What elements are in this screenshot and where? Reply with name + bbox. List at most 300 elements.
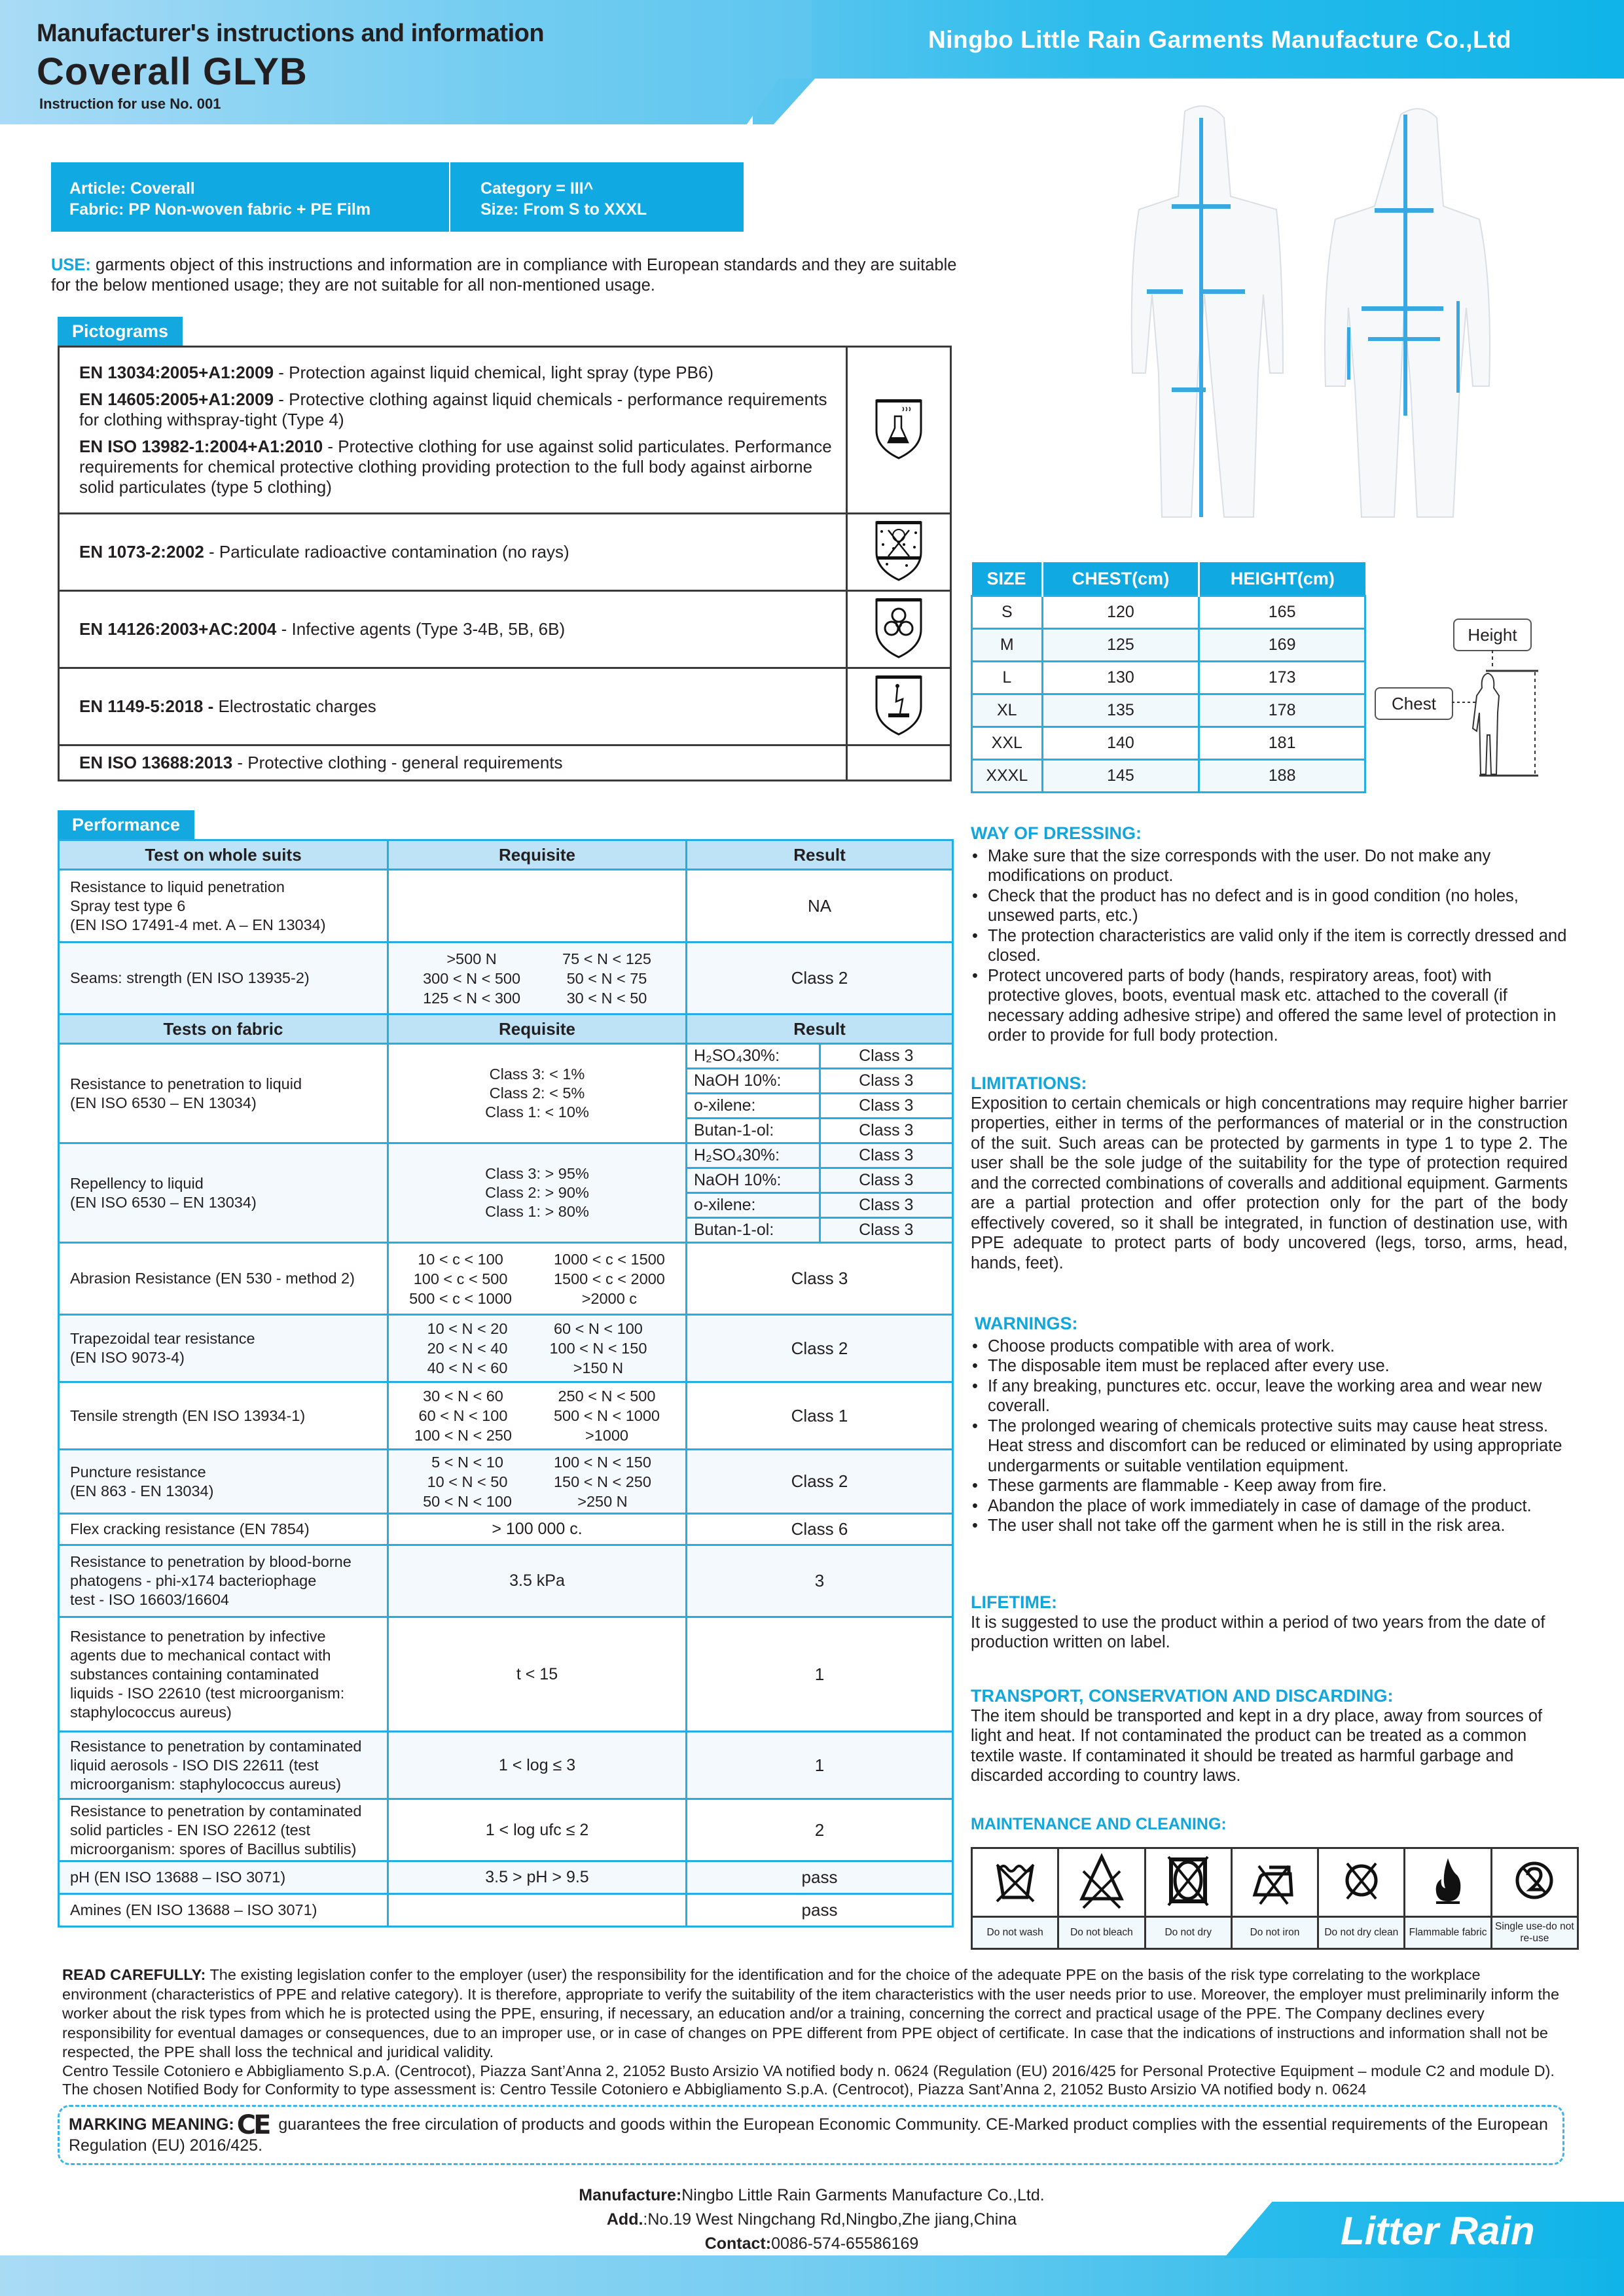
requisite-right-line: 75 < N < 125 <box>562 950 651 967</box>
care-symbols-table <box>971 1847 1579 1950</box>
performance-row <box>59 1450 953 1514</box>
care-label: Do not wash <box>972 1917 1058 1949</box>
chemical-row <box>687 1193 952 1218</box>
performance-row <box>59 1894 953 1927</box>
care-label: Do not dry <box>1145 1917 1231 1949</box>
requisite-left-line: 125 < N < 300 <box>423 989 521 1007</box>
care-icon-cell <box>1491 1848 1578 1917</box>
notified-body-line: The chosen Notified Body for Conformity to type assessment is: Centro Tessile Cotoniero e Abbigliamento S.p.A. (Centrocot), Piazza Sant’Anna 2, 21052 Busto Arsizio VA notified body n. 0624 <box>62 2081 1367 2098</box>
human-silhouette-icon <box>1447 650 1545 781</box>
read-carefully-label: READ CAREFULLY: <box>62 1966 206 1983</box>
requisite-left-line: 10 < N < 20 <box>427 1320 508 1337</box>
pictogram-standards <box>59 668 847 745</box>
way-of-dressing-section <box>971 823 1568 1046</box>
performance-row <box>59 1243 953 1315</box>
requisite-left <box>414 1386 512 1445</box>
requisite-left-line: 60 < N < 100 <box>418 1407 508 1424</box>
chemical-name: NaOH 10%: <box>687 1168 820 1193</box>
test-name-line: Resistance to penetration by infective <box>70 1627 326 1645</box>
performance-row <box>59 942 953 1014</box>
chest-header: CHEST(cm) <box>1042 562 1199 596</box>
chemical-class: Class 3 <box>820 1144 952 1168</box>
performance-row <box>59 1617 953 1732</box>
size-row <box>972 596 1365 629</box>
requisite <box>388 1315 687 1382</box>
requisite-left-line: 300 < N < 500 <box>423 969 521 987</box>
coverall-photo <box>1087 98 1558 550</box>
size-cell: XL <box>972 694 1043 727</box>
chemical-results <box>687 1143 953 1243</box>
size-cell: S <box>972 596 1043 629</box>
dressing-item: • The protection characteristics are valid only if the item is correctly dressed and closed. <box>971 926 1568 966</box>
chemical-class: Class 3 <box>820 1045 952 1069</box>
pictogram-standards <box>59 591 847 668</box>
requisite-line: Class 3: < 1% <box>489 1066 585 1083</box>
chemical-flask-shield-icon <box>874 397 924 459</box>
result: Class 6 <box>687 1514 953 1545</box>
test-name <box>59 1799 388 1861</box>
chemical-name: NaOH 10%: <box>687 1069 820 1094</box>
limitations-section <box>971 1073 1568 1273</box>
test-name-line: Trapezoidal tear resistance <box>70 1330 255 1347</box>
test-name <box>59 1514 388 1545</box>
test-name <box>70 1520 379 1539</box>
requisite: 1 < log ufc ≤ 2 <box>388 1799 687 1861</box>
test-name <box>70 1463 379 1501</box>
test-name-line: pH (EN ISO 13688 – ISO 3071) <box>70 1869 286 1886</box>
height-header: HEIGHT(cm) <box>1199 562 1365 596</box>
standard-desc: - Infective agents (Type 3-4B, 5B, 6B) <box>276 619 566 639</box>
radioactive-particulate-shield-icon <box>874 518 924 581</box>
read-carefully-text: The existing legislation confer to the employer (user) the responsibility for the identification and for the choice of the adequate PPE on the basis of the risk type correlating to the workplace environment (characteristics of PPE and relative category). It is therefore, appropriate to verify the suitability of the item characteristics with the user needs prior to use. Moreover, the employer must preliminarily inform the worker about the risk types from which he is protected using the PPE, ensuring, if necessary, an education and/or a training, concerning the correct and practical usage of the PPE. The Company declines every responsibility for eventual damages or consequences, due to an improper use, or in case of changes on PPE different from PPE object of certificate. In case that the indications of instructions and information shall not be respected, the PPE shall loss the technical and juridical validity. <box>62 1966 1560 2060</box>
coverall-back <box>1325 109 1490 517</box>
result: pass <box>687 1894 953 1927</box>
test-name <box>59 1315 388 1382</box>
notified-body <box>62 2062 1568 2098</box>
address-value: :No.19 West Ningchang Rd,Ningbo,Zhe jiang,China <box>643 2210 1017 2229</box>
test-name <box>70 1901 379 1920</box>
requisite-left-line: >500 N <box>446 950 497 967</box>
performance-row <box>59 1315 953 1382</box>
ce-mark-icon: CE <box>236 2110 269 2140</box>
requisite <box>388 1044 687 1143</box>
chest-cell: 130 <box>1042 662 1199 694</box>
warnings-section <box>971 1314 1568 1536</box>
requisite <box>389 1065 685 1122</box>
pictogram-standards <box>59 514 847 591</box>
biohazard-shield-icon <box>874 596 924 658</box>
requisite-left <box>409 1249 512 1308</box>
article-box <box>51 162 744 232</box>
test-name-line: agents due to mechanical contact with <box>70 1646 331 1664</box>
test-name-line: Tensile strength (EN ISO 13934-1) <box>70 1407 306 1424</box>
test-name <box>70 1737 379 1794</box>
notified-body-line: Centro Tessile Cotoniero e Abbigliamento S.p.A. (Centrocot), Piazza Sant’Anna 2, 21052 Busto Arsizio VA notified body n. 0624 (Regulation (EU) 2016/425 for Personal Protective Equipment – module C2 and module D). <box>62 2062 1555 2079</box>
requisite-right-line: 1000 < c < 1500 <box>553 1250 665 1268</box>
test-name-line: Resistance to penetration by contaminated <box>70 1737 362 1755</box>
standard-code: EN 1073-2:2002 <box>79 542 204 562</box>
use-statement <box>51 255 961 296</box>
chemical-results <box>687 1044 953 1143</box>
performance-header-cell: Requisite <box>388 1014 687 1044</box>
article-label: Article: Coverall <box>69 179 195 198</box>
performance-header-cell: Result <box>687 840 953 870</box>
test-name <box>59 1450 388 1514</box>
requisite-right <box>549 1319 647 1378</box>
test-name-line: (EN 863 - EN 13034) <box>70 1482 214 1499</box>
result: NA <box>687 870 953 942</box>
requisite-left-line: 20 < N < 40 <box>427 1340 508 1357</box>
pictogram-icon-cell <box>847 591 951 668</box>
test-name <box>59 1382 388 1450</box>
warning-item: • Abandon the place of work immediately in case of damage of the product. <box>971 1496 1568 1516</box>
result: 1 <box>687 1732 953 1799</box>
chemical-row <box>687 1045 952 1069</box>
pictogram-row <box>59 591 951 668</box>
test-name-line: (EN ISO 6530 – EN 13034) <box>70 1193 257 1211</box>
test-name-line: liquid aerosols - ISO DIS 22611 (test <box>70 1756 319 1774</box>
pictogram-row <box>59 745 951 781</box>
test-name-line: microorganism: staphylococcus aureus) <box>70 1775 342 1793</box>
dressing-list <box>971 846 1568 1046</box>
marking-meaning-box <box>58 2105 1564 2165</box>
requisite-right <box>554 1249 665 1308</box>
result: Class 2 <box>687 942 953 1014</box>
category-label: Category = III^ <box>480 179 594 198</box>
performance-header-cell: Tests on fabric <box>59 1014 388 1044</box>
dressing-item: • Make sure that the size corresponds with the user. Do not make any modifications on product. <box>971 846 1568 886</box>
performance-row <box>59 1861 953 1894</box>
warning-item: • These garments are flammable - Keep away from fire. <box>971 1476 1568 1496</box>
warning-item: • The prolonged wearing of chemicals protective suits may cause heat stress. Heat stress and discomfort can be reduced or eliminated by using appropriate undergarments or suitable ventilation equipment. <box>971 1416 1568 1477</box>
chemical-row <box>687 1069 952 1094</box>
standard-desc: - Protective clothing against liquid chemicals - performance requirements for clothing withspray-tight (Type 4) <box>79 389 827 429</box>
requisite-line: Class 2: > 90% <box>485 1184 589 1201</box>
pictogram-icon-cell <box>847 514 951 591</box>
requisite-left-line: 10 < c < 100 <box>418 1250 503 1268</box>
requisite-right-line: 100 < N < 150 <box>549 1340 647 1357</box>
requisite-left-line: 500 < c < 1000 <box>409 1289 512 1307</box>
requisite-left-line: 5 < N < 10 <box>431 1453 503 1471</box>
size-range-label: Size: From S to XXXL <box>480 200 647 219</box>
performance-header-cell: Result <box>687 1014 953 1044</box>
marking-text: guarantees the free circulation of products and goods within the European Economic Community. CE-Marked product complies with the essential requirements of the European Regulation (EU) 2016/425. <box>69 2115 1548 2155</box>
test-name <box>59 942 388 1014</box>
care-icon-cell <box>1145 1848 1231 1917</box>
test-name-line: (EN ISO 6530 – EN 13034) <box>70 1094 257 1111</box>
chemical-name: Butan-1-ol: <box>687 1218 820 1242</box>
pictogram-icon-cell <box>847 668 951 745</box>
do-not-dry-icon <box>1162 1852 1214 1910</box>
lifetime-title: LIFETIME: <box>971 1592 1057 1612</box>
requisite-left-line: 10 < N < 50 <box>427 1473 508 1490</box>
performance-row <box>59 1514 953 1545</box>
transport-section <box>971 1686 1568 1786</box>
chemical-name: o-xilene: <box>687 1193 820 1218</box>
size-header: SIZE <box>972 562 1043 596</box>
warning-item: • The disposable item must be replaced after every use. <box>971 1356 1568 1376</box>
maintenance-title: MAINTENANCE AND CLEANING: <box>971 1815 1227 1833</box>
performance-row <box>59 870 953 942</box>
chest-cell: 125 <box>1042 629 1199 662</box>
requisite-left-line: 100 < N < 250 <box>414 1427 512 1444</box>
manufacture-value: Ningbo Little Rain Garments Manufacture Co.,Ltd. <box>681 2186 1045 2204</box>
pictogram-row <box>59 514 951 591</box>
chest-tag: Chest <box>1375 687 1453 720</box>
warning-item: • If any breaking, punctures etc. occur, leave the working area and wear new coverall. <box>971 1376 1568 1416</box>
test-name-line: microorganism: spores of Bacillus subtilis) <box>70 1840 357 1857</box>
requisite-line: Class 2: < 5% <box>489 1085 585 1102</box>
result: 3 <box>687 1545 953 1617</box>
instruction-number: Instruction for use No. 001 <box>39 96 221 112</box>
chemical-results-table <box>687 1144 952 1242</box>
chest-cell: 135 <box>1042 694 1199 727</box>
height-cell: 188 <box>1199 760 1365 793</box>
requisite: t < 15 <box>388 1617 687 1732</box>
standard-code: EN 14126:2003+AC:2004 <box>79 619 277 639</box>
single-use-icon <box>1508 1852 1561 1910</box>
chemical-name: H₂SO₄30%: <box>687 1144 820 1168</box>
standard-code: EN ISO 13688:2013 <box>79 753 233 772</box>
requisite <box>388 1143 687 1243</box>
requisite-right-line: 100 < N < 150 <box>553 1453 651 1471</box>
use-text: garments object of this instructions and information are in compliance with European standards and they are suitable for the below mentioned usage; they are not suitable for all non-mentioned usage. <box>51 256 957 295</box>
result: 1 <box>687 1617 953 1732</box>
height-cell: 169 <box>1199 629 1365 662</box>
performance-header-row <box>59 1014 953 1044</box>
electrostatic-shield-icon <box>874 673 924 736</box>
requisite-right-line: >250 N <box>577 1492 628 1510</box>
care-label: Do not bleach <box>1058 1917 1145 1949</box>
transport-text: The item should be transported and kept in a dry place, away from sources of light and heat. If not contaminated the product can be treated as a common textile waste. If contaminated it should be treated as harmful garbage and discarded according to country laws. <box>971 1706 1543 1785</box>
care-icon-cell <box>1405 1848 1491 1917</box>
brand-logo-text: Litter Rain <box>1341 2209 1535 2253</box>
care-label: Do not dry clean <box>1318 1917 1405 1949</box>
manufacture-label: Manufacture: <box>579 2186 682 2204</box>
requisite-right <box>562 949 651 1008</box>
chemical-class: Class 3 <box>820 1119 952 1143</box>
standard-desc: - Protective clothing for use against solid particulates. Performance requirements for chemical protective clothing providing protection to the full body against airborne solid particulates (type 5 clothing) <box>79 437 832 497</box>
test-name <box>70 1174 379 1212</box>
requisite-ranges <box>389 949 685 1008</box>
lifetime-text: It is suggested to use the product within a period of two years from the date of production written on label. <box>971 1613 1545 1651</box>
dressing-item: • Check that the product has no defect and is in good condition (no holes, unsewed parts, etc.) <box>971 886 1568 926</box>
test-name-line: Resistance to penetration by blood-borne <box>70 1553 352 1570</box>
manufacture-line <box>393 2183 1231 2208</box>
measurement-figure <box>1388 619 1545 782</box>
standard-code: EN 14605:2005+A1:2009 <box>79 389 274 409</box>
flammable-icon <box>1422 1852 1474 1910</box>
requisite-left <box>423 949 520 1008</box>
size-row <box>972 694 1365 727</box>
care-icon-cell <box>1058 1848 1145 1917</box>
coverall-front <box>1132 106 1283 517</box>
footer-band <box>0 2255 1624 2296</box>
size-row <box>972 760 1365 793</box>
do-not-bleach-icon <box>1075 1852 1128 1910</box>
test-name-line: (EN ISO 9073-4) <box>70 1349 185 1366</box>
test-name-line: Resistance to liquid penetration <box>70 878 285 895</box>
chemical-class: Class 3 <box>820 1069 952 1094</box>
performance-heading: Performance <box>58 810 194 839</box>
test-name <box>70 1802 379 1859</box>
warnings-list <box>971 1336 1568 1536</box>
chemical-row <box>687 1168 952 1193</box>
requisite: 3.5 kPa <box>388 1545 687 1617</box>
size-row <box>972 727 1365 760</box>
requisite-ranges <box>389 1386 685 1445</box>
pictogram-standards <box>59 347 847 514</box>
result: Class 3 <box>687 1243 953 1315</box>
standard-desc: - Protective clothing - general requirements <box>232 753 563 772</box>
size-cell: M <box>972 629 1043 662</box>
test-name <box>70 1407 379 1426</box>
test-name <box>70 878 379 935</box>
requisite-right-line: >150 N <box>573 1359 624 1376</box>
limitations-text: Exposition to certain chemicals or high concentrations may require higher barrier properties, either in terms of the performances of material or in the construction of the suit. Such areas can be protected by garments in type 1 to type 2. The user shall be the sole judge of the suitability for the type of protection required and the corrected combinations of coveralls and additional equipment. Garments are a partial protection and offer protection only for the part of the body effectively covered, so it shall be integrated, in function of destination use, with PPE adequate to protect parts of body uncovered (legs, torso, arms, head, hands, feet). <box>971 1094 1568 1272</box>
requisite-right-line: 30 < N < 50 <box>566 989 647 1007</box>
test-name <box>70 1868 379 1887</box>
test-name <box>70 1269 379 1288</box>
test-name <box>59 1044 388 1143</box>
chest-cell: 145 <box>1042 760 1199 793</box>
size-cell: XXXL <box>972 760 1043 793</box>
test-name-line: phatogens - phi-x174 bacteriophage <box>70 1572 317 1589</box>
height-cell: 178 <box>1199 694 1365 727</box>
test-name <box>59 1617 388 1732</box>
test-name-line: solid particles - EN ISO 22612 (test <box>70 1821 311 1839</box>
article-fabric-cell <box>51 162 450 232</box>
warnings-title: WARNINGS: <box>975 1314 1078 1333</box>
pictogram-row <box>59 668 951 745</box>
test-name-line: Resistance to penetration by contaminated <box>70 1802 362 1820</box>
test-name <box>70 1552 379 1609</box>
test-name <box>59 1894 388 1927</box>
standard-desc: Electrostatic charges <box>213 696 376 716</box>
chest-cell: 140 <box>1042 727 1199 760</box>
chemical-name: Butan-1-ol: <box>694 1121 774 1139</box>
dressing-title: WAY OF DRESSING: <box>971 823 1142 843</box>
requisite <box>388 942 687 1014</box>
performance-header-row <box>59 840 953 870</box>
requisite-ranges <box>389 1452 685 1511</box>
marking-label: MARKING MEANING: <box>69 2115 234 2134</box>
test-name <box>70 969 379 988</box>
limitations-title: LIMITATIONS: <box>971 1073 1087 1093</box>
requisite <box>388 1243 687 1315</box>
size-row <box>972 629 1365 662</box>
pictogram-icon-cell <box>847 347 951 514</box>
test-name <box>70 1075 379 1113</box>
requisite-left-line: 40 < N < 60 <box>427 1359 508 1376</box>
requisite-left-line: 50 < N < 100 <box>423 1492 512 1510</box>
test-name-line: (EN ISO 17491-4 met. A – EN 13034) <box>70 916 326 933</box>
requisite-right-line: >1000 <box>585 1427 628 1444</box>
test-name <box>59 1243 388 1315</box>
requisite-right-line: 500 < N < 1000 <box>553 1407 660 1424</box>
performance-header-cell: Test on whole suits <box>59 840 388 870</box>
test-name <box>59 1143 388 1243</box>
requisite: 1 < log ≤ 3 <box>388 1732 687 1799</box>
address-label: Add. <box>606 2210 643 2229</box>
use-label: USE: <box>51 256 91 274</box>
warning-item: • The user shall not take off the garment when he is still in the risk area. <box>971 1516 1568 1536</box>
test-name-line: Seams: strength (EN ISO 13935-2) <box>70 969 310 986</box>
test-name <box>59 1861 388 1894</box>
requisite-right <box>554 1386 660 1445</box>
header-subtitle: Manufacturer's instructions and information <box>37 20 545 47</box>
test-name-line: Puncture resistance <box>70 1463 206 1480</box>
warning-item: • Choose products compatible with area of work. <box>971 1336 1568 1357</box>
chemical-results-table <box>687 1045 952 1142</box>
chemical-name: o-xilene: <box>687 1094 820 1119</box>
requisite-right-line: >2000 c <box>581 1289 638 1307</box>
performance-row <box>59 1545 953 1617</box>
test-name <box>59 1732 388 1799</box>
test-name-line: test - ISO 16603/16604 <box>70 1591 229 1608</box>
result: pass <box>687 1861 953 1894</box>
requisite-line: Class 3: > 95% <box>485 1165 589 1182</box>
requisite <box>388 1450 687 1514</box>
result: Class 2 <box>687 1315 953 1382</box>
requisite-left-line: 100 < c < 500 <box>413 1270 508 1287</box>
care-icon-cell <box>1231 1848 1318 1917</box>
requisite-right-line: 50 < N < 75 <box>566 969 647 987</box>
chemical-row <box>687 1218 952 1242</box>
standard-code: EN 13034:2005+A1:2009 <box>79 363 274 382</box>
chemical-class: Class 3 <box>820 1218 952 1242</box>
care-icon-cell <box>972 1848 1058 1917</box>
height-cell: 173 <box>1199 662 1365 694</box>
fabric-label: Fabric: PP Non-woven fabric + PE Film <box>69 200 371 219</box>
test-name <box>59 870 388 942</box>
test-name-line: substances containing contaminated <box>70 1665 319 1683</box>
result: 2 <box>687 1799 953 1861</box>
maintenance-section <box>971 1814 1568 1835</box>
care-label: Flammable fabric <box>1405 1917 1491 1949</box>
performance-row <box>59 1799 953 1861</box>
standard-desc: - Particulate radioactive contamination (no rays) <box>204 542 569 562</box>
test-name-line: Spray test type 6 <box>70 897 186 914</box>
care-label: Single use-do not re-use <box>1491 1917 1578 1949</box>
care-icon-cell <box>1318 1848 1405 1917</box>
height-cell: 181 <box>1199 727 1365 760</box>
performance-header-cell: Requisite <box>388 840 687 870</box>
requisite-left <box>427 1319 508 1378</box>
requisite-right <box>554 1452 651 1511</box>
requisite-line: Class 1: > 80% <box>485 1203 589 1220</box>
chemical-name: H₂SO₄30%: <box>687 1045 820 1069</box>
chemical-row <box>687 1094 952 1119</box>
category-size-cell <box>450 162 742 232</box>
pictogram-standards <box>59 745 847 781</box>
requisite <box>388 870 687 942</box>
test-name-line: staphylococcus aureus) <box>70 1703 232 1721</box>
performance-row <box>59 1044 953 1143</box>
chest-cell: 120 <box>1042 596 1199 629</box>
transport-title: TRANSPORT, CONSERVATION AND DISCARDING: <box>971 1686 1394 1706</box>
size-cell: L <box>972 662 1043 694</box>
standard-code: EN 1149-5:2018 - <box>79 696 214 716</box>
size-row <box>972 662 1365 694</box>
requisite-right-line: 60 < N < 100 <box>553 1320 643 1337</box>
size-cell: XXL <box>972 727 1043 760</box>
dressing-item: • Protect uncovered parts of body (hands, respiratory areas, foot) with protective gloves, boots, eventual mask etc. attached to the coverall (if necessary adding adhesive stripe) and offered the same level of protection in order to provide for full body protection. <box>971 966 1568 1046</box>
test-name <box>70 1329 379 1367</box>
requisite-left-line: 30 < N < 60 <box>423 1388 503 1405</box>
chemical-class: Class 3 <box>820 1193 952 1218</box>
chemical-row <box>687 1119 952 1143</box>
